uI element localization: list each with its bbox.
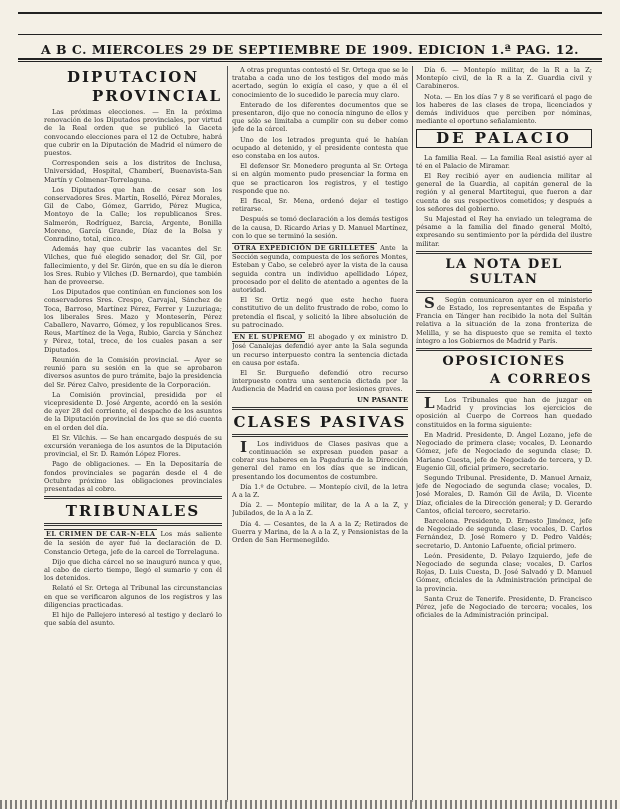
column-3: [416, 66, 592, 802]
article-paragraph: León. Presidente, D. Pelayo Izquierdo, jefe de Negociado de segunda clase; vocales, D. Carlos Rojas, D. Luis Cuesta, D. José Salvadó y D. Manuel Gómez, oficiales de la Administración principal de la provincia.: [416, 551, 592, 593]
article-paragraph: Nota. — En los días 7 y 8 se verificará el pago de los haberes de las clases de tropa, licenciados y demás individuos que perciben por nóminas, mediante el oportuno señalamiento.: [416, 92, 592, 126]
article-paragraph: L Los Tribunales que han de juzgar en Madrid y provincias los ejercicios de oposición al Cuerpo de Correos han quedado constituidos en la forma siguiente:: [416, 394, 592, 429]
article-paragraph: La Comisión provincial, presidida por el vicepresidente D. José Argente, acordó en la sesión de ayer 28 del corriente, el despacho de los asuntos de la Diputación provincial de los que se dió cuenta en el orden del día.: [44, 390, 222, 432]
section-divider: [44, 496, 222, 499]
article-paragraph: Pago de obligaciones. — En la Depositaría de fondos provinciales se pagarán desde el 4 de Octubre próximo las obligaciones provinciales presentadas al cobro.: [44, 460, 222, 493]
article-paragraph: Día 6. — Montepío militar, de la R a la Z; Montepío civil, de la R a la Z. Guardia civil y Carabineros.: [416, 66, 592, 91]
drop-cap: S: [424, 293, 435, 312]
section-divider: [232, 407, 408, 410]
article-paragraph: La familia Real. — La familia Real asistió ayer al té en el Palacio de Miramar.: [416, 153, 592, 170]
section-heading-nota-sultan: LA NOTA DEL SULTAN: [445, 256, 563, 287]
masthead-rule-thin: [18, 61, 602, 62]
article-paragraph: Las próximas elecciones. — En la próxima renovación de los Diputados provinciales, por virtud de la Real orden que se publicó la Gaceta convocando elecciones para el 12 de Octubre, habrá que cubrir en la Diputación de Madrid el número de puestos.: [44, 108, 222, 158]
article-paragraph: EL CRIMEN DE CAR-N-ELA Los más saliente de la sesión de ayer fué la declaración de D. Constancio Ortega, jefe de la carcel de Torrelaguna.: [44, 530, 222, 556]
article-paragraph: Reunión de la Comisión provincial. — Ayer se reunió para su sesión en la que se aprobaron diversos asuntos de puro trámite, bajo la presidencia del Sr. Pérez Calvo, presidente de la Corporación.: [44, 355, 222, 389]
column-1: [44, 66, 222, 802]
section-divider: [232, 434, 408, 437]
article-paragraph: Además hay que cubrir las vacantes del Sr. Vilches, que fué elegido senador, del Sr. Gil, por fallecimiento, y del Sr. Girón, que en su día le dieron los Sres. Rubio y Vilches (D. Bernardo), que también han de proveerse.: [44, 245, 222, 287]
article-paragraph: El fiscal, Sr. Mena, ordenó dejar el testigo retirarse.: [232, 197, 408, 214]
article-paragraph: Su Majestad el Rey ha enviado un telegrama de pésame a la familia del finado general Moltó, expresando su sentimiento por la pérdida del ilustre militar.: [416, 215, 592, 248]
article-paragraph: El Sr. Burgueño defendió otro recurso interpuesto contra una sentencia dictada por la Audiencia de Madrid en causa por lesiones graves.: [232, 368, 408, 394]
section-divider: [416, 290, 592, 293]
article-paragraph: En Madrid. Presidente, D. Ángel Lozano, jefe de Negociado de primera clase; vocales, D. Leonardo Gómez, jefe de Negociado de segunda clase; D. Mariano Cuesta, jefe de Negociado de tercera, y D. Eugenio Gil, oficial primero, secretario.: [416, 430, 592, 472]
article-paragraph: Día 4. — Cesantes, de la A a la Z; Retirados de Guerra y Marina, de la A a la Z, y Pensionistas de la Orden de San Hermenegildo.: [232, 519, 408, 544]
top-rule: [18, 12, 602, 14]
inline-heading: OTRA EXPEDICIÓN DE GRILLETES: [234, 244, 376, 253]
masthead: A B C. MIERCOLES 29 DE SEPTIEMBRE DE 1909. EDICION 1.ª PAG. 12.: [40, 42, 580, 57]
article-paragraph: S Según comunicaron ayer en el ministerio de Estado, los representantes de España y Francia en Tánger han recibido la nota del Sultán relativa a la situación de la zona fronteriza de Melilla, y se ha dispuesto que se remita el texto íntegro a los Gobiernos de Madrid y París.: [416, 293, 592, 345]
drop-cap: I: [240, 437, 248, 456]
article-paragraph: Uno de los letrados pregunta qué le habían ocupado al detenido, y el presidente contesta que eso constaba en los autos.: [232, 135, 408, 161]
bottom-edge-texture: [0, 800, 620, 809]
inline-heading: EL CRIMEN DE CAR-N-ELA: [46, 530, 156, 539]
article-paragraph: Día 1.º de Octubre. — Montepío civil, de la letra A a la Z.: [232, 482, 408, 499]
article-paragraph: El defensor Sr. Monedero pregunta al Sr. Ortega si en algún momento pudo presenciar la forma en que se practicaron los registros, y el testigo responde que no.: [232, 162, 408, 195]
section-heading-provincial: PROVINCIAL: [91, 87, 222, 105]
section-heading-diputacion: DIPUTACION: [66, 68, 200, 86]
section-divider: [416, 251, 592, 254]
article-paragraph: I Los individuos de Clases pasivas que a continuación se expresan pueden pasar a cobrar sus haberes en la Pagaduría de la Dirección general del ramo en los días que se indican, presentando los documentos de costumbre.: [232, 437, 408, 481]
article-paragraph: Enterado de los diferentes documentos que se presentaron, dijo que no conocía ninguno de ellos y que sólo se limitaba a cumplir con su deber como jefe de la cárcel.: [232, 100, 408, 134]
section-heading-clases-pasivas: CLASES PASIVAS: [233, 412, 407, 431]
column-rule-2: [412, 66, 413, 802]
section-divider: [44, 523, 222, 526]
article-paragraph: Los Diputados que continúan en funciones son los conservadores Sres. Crespo, Carvajal, Sánchez de Toca, Barroso, Martínez Pérez, Ferrer y Luzuriaga; los liberales Sres. Mazo y Monteserín, Pérez Caballero, Navarro, Gómez, y los republicanos Sres. Reus, Martínez de la Vega, Rubio, Garcia y Sánchez y Pérez, total, trece, de los cuales pasan a ser Diputados.: [44, 288, 222, 354]
article-paragraph: Dijo que dicha cárcel no se inauguró nunca y que, al cabo de cierto tiempo, llegó el sumario y con él los detenidos.: [44, 557, 222, 583]
article-paragraph: El Rey recibió ayer en audiencia militar al general de la Guardia, al capitán general de la región y al general Martitegui, que fueron a dar cuenta de sus respectivos cometidos; y después a los señores del gobierno.: [416, 172, 592, 213]
byline: UN PASANTE: [356, 395, 408, 404]
article-paragraph: Santa Cruz de Tenerife. Presidente, D. Francisco Pérez, jefe de Negociado de tercera; vocales, los oficiales de la Administración principal.: [416, 594, 592, 620]
section-divider: [416, 348, 592, 351]
article-paragraph: El hijo de Pallejero interesó al testigo y declaró lo que sabía del asunto.: [44, 610, 222, 628]
section-heading-a-correos: A CORREOS: [489, 372, 592, 388]
article-paragraph: Barcelona. Presidente, D. Ernesto Jiménez, jefe de Negociado de segunda clase; vocales, D. Carlos Fernández, D. José Romero y D. Pedro Valdés; secretario, D. Antonio Lafuente, oficial primero.: [416, 516, 592, 550]
masthead-rule: [18, 58, 602, 60]
article-paragraph: A otras preguntas contestó el Sr. Ortega que se le trataba a cada uno de los testigos del modo más acertado, según lo exigía el caso, y que a él el conocimiento de lo sucedido le parecía muy claro.: [232, 66, 408, 99]
column-rule-1: [227, 66, 228, 802]
article-paragraph: OTRA EXPEDICIÓN DE GRILLETES Ante la Sección segunda, compuesta de los señores Montes, Esteban y Cabo, se celebró ayer la vista de la causa seguida contra un individuo apellidado López, procesado por el delito de atentado a agentes de la autoridad.: [232, 244, 408, 295]
article-paragraph: Relató el Sr. Ortega al Tribunal las circunstancias en que se verificaron algunos de los registros y las diligencias practicadas.: [44, 584, 222, 609]
article-paragraph: Segundo Tribunal. Presidente, D. Manuel Arnaiz, jefe de Negociado de segunda clase; vocales, D. José Morales, D. Ramón Gil de Ávila, D. Vicente Díaz, oficiales de la Dirección general; y D. Gerardo Cantos, oficial tercero, secretario.: [416, 473, 592, 515]
section-heading-tribunales: TRIBUNALES: [65, 502, 201, 521]
section-heading-oposiciones: OPOSICIONES: [442, 354, 566, 370]
article-paragraph: EN EL SUPREMO El abogado y ex ministro D. José Canalejas defendió ayer ante la Sala segunda un recurso interpuesto contra la sentencia dictada en causa por estafa.: [232, 333, 408, 367]
section-divider: [416, 390, 592, 393]
article-paragraph: Día 2. — Montepío militar, de la A a la Z, y Jubilados, de la A a la Z.: [232, 501, 408, 518]
section-heading-de-palacio: DE PALACIO: [416, 129, 592, 147]
article-paragraph: Corresponden seis a los distritos de Inclusa, Universidad, Hospital, Chamberí, Buenavista-San Martín y Colmenar-Torrelaguna.: [44, 159, 222, 184]
column-2: [232, 66, 408, 802]
article-paragraph: El Sr. Vilchis. — Se han encargado después de su excursión veraniega de los asuntos de la Diputación provincial, el Sr. D. Ramón López Flores.: [44, 433, 222, 459]
article-paragraph: El Sr. Ortiz negó que este hecho fuera constitutivo de un delito frustrado de robo, como lo pretendía el fiscal, y solicitó la libre absolución de su patrocinado.: [232, 296, 408, 329]
article-paragraph: Después se tomó declaración a los demás testigos de la causa, D. Ricardo Arias y D. Manuel Martínez, con lo que se terminó la sesión.: [232, 215, 408, 240]
drop-cap: L: [424, 394, 435, 413]
top-rule-thin: [18, 34, 602, 35]
inline-heading: EN EL SUPREMO: [234, 333, 303, 342]
article-paragraph: Los Diputados que han de cesar son los conservadores Sres. Martín, Roselló, Pérez Morales, Gil de Cabo, Gómez, Garrido, Pérez Mugica, Montoyo de la Calle; los republicanos Sres. Salmerón, Rodríguez, Barcia, Argente, Bonilla Moreno, García Grande, Díaz de la Bolsa y Conradino, total, cinco.: [44, 185, 222, 244]
